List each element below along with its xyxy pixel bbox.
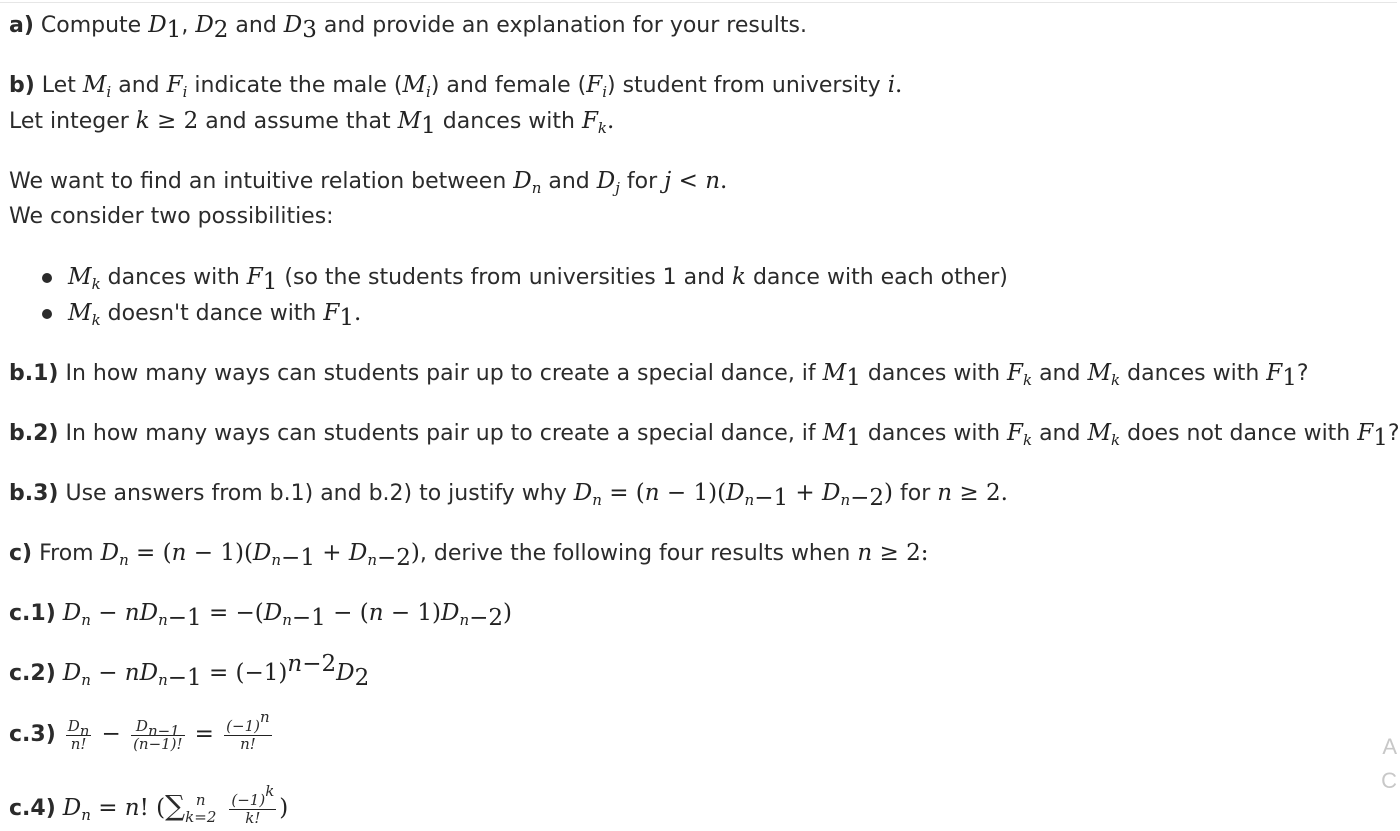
text: and xyxy=(111,73,167,98)
question-b2: b.2) In how many ways can students pair up to create a special dance, if $M_1$ dances with $F_k$ and $M_k$ does not dance with $F_1$? xyxy=(9,420,1400,451)
text: does not dance with xyxy=(1120,421,1358,446)
label-c1: c.1) xyxy=(9,601,56,626)
bullet-dot xyxy=(42,309,52,319)
text: ) and female ( xyxy=(430,73,587,98)
text: dance with each other) xyxy=(745,265,1008,290)
text: and xyxy=(228,13,284,38)
result-c4: c.4) $D_n = n$! (∑ n k=2 $\frac{(-1)^k}{k!}$ ) xyxy=(9,782,289,827)
result-c1: c.1) $D_n - nD_{n-1} = -(D_{n-1} - (n - 1)D_{n-2})$ xyxy=(9,600,513,631)
question-b-line2: Let integer k ≥ 2 and assume that $M_1$ dances with $F_k$. xyxy=(9,108,615,139)
result-c2: c.2) $D_n - nD_{n-1} = (-1)^{n-2}D_2$ xyxy=(9,651,370,691)
text: (so the students from universities 1 and xyxy=(277,265,733,290)
label-b3: b.3) xyxy=(9,481,59,506)
intro-consider: We consider two possibilities: xyxy=(9,204,334,229)
text: Use answers from b.1) and b.2) to justify why xyxy=(58,481,574,506)
text: dances with xyxy=(1120,361,1267,386)
text: dances with xyxy=(860,421,1008,446)
text: In how many ways can students pair up to create a special dance, if xyxy=(58,421,823,446)
text: Compute xyxy=(33,13,149,38)
text: We want to find an intuitive relation between xyxy=(9,169,514,194)
text: In how many ways can students pair up to create a special dance, if xyxy=(58,361,823,386)
text: and assume that xyxy=(198,109,398,134)
label-b2: b.2) xyxy=(9,421,59,446)
question-b: b) Let $M_i$ and $F_i$ indicate the male $(M_i)$ and female $(F_i)$ student from university i. xyxy=(9,72,903,101)
label-b: b) xyxy=(9,73,35,98)
top-divider xyxy=(0,2,1397,3)
question-c: c) From $D_n = (n - 1)(D_{n-1} + D_{n-2})$, derive the following four results when n ≥ 2: xyxy=(9,540,929,571)
label-c2: c.2) xyxy=(9,661,56,686)
text: From xyxy=(32,541,101,566)
edge-glyph: C xyxy=(1381,768,1397,793)
text: and xyxy=(1032,421,1088,446)
text: dances with xyxy=(860,361,1008,386)
bullet-1: $M_k$ dances with $F_1$ (so the students from universities 1 and k dance with each other) xyxy=(68,264,1008,295)
bullet-dot xyxy=(42,273,52,283)
question-b3: b.3) Use answers from b.1) and b.2) to justify why $D_n = (n - 1)(D_{n-1} + D_{n-2})$ for n ≥ 2. xyxy=(9,480,1008,511)
text: Let integer xyxy=(9,109,136,134)
text: for xyxy=(619,169,665,194)
edge-glyph: A xyxy=(1382,734,1397,759)
bullet-2: $M_k$ doesn't dance with $F_1$. xyxy=(68,300,362,331)
label-b1: b.1) xyxy=(9,361,59,386)
text: and provide an explanation for your results. xyxy=(316,13,807,38)
text: and xyxy=(541,169,597,194)
text: Let xyxy=(34,73,83,98)
text: , derive the following four results when xyxy=(419,541,858,566)
text: doesn't dance with xyxy=(100,301,324,326)
text: for xyxy=(893,481,938,506)
text: dances with xyxy=(435,109,582,134)
text: and xyxy=(1032,361,1088,386)
question-b1: b.1) In how many ways can students pair up to create a special dance, if $M_1$ dances with $F_k$ and $M_k$ dances with $F_1$? xyxy=(9,360,1309,391)
text: ) student from university xyxy=(607,73,888,98)
result-c3: c.3) $\frac{D_n}{n!}$ − $\frac{D_{n-1}}{(n-1)!}$ = $\frac{(-1)^n}{n!}$ xyxy=(9,708,270,753)
label-a: a) xyxy=(9,13,34,38)
question-a: a) Compute $D_1$, $D_2$ and $D_3$ and provide an explanation for your results. xyxy=(9,12,807,43)
text: dances with xyxy=(100,265,247,290)
label-c4: c.4) xyxy=(9,796,56,821)
intro-relation: We want to find an intuitive relation between $D_n$ and $D_j$ for j < n. xyxy=(9,168,728,197)
label-c3: c.3) xyxy=(9,722,56,747)
label-c: c) xyxy=(9,541,33,566)
text: indicate the male ( xyxy=(187,73,403,98)
